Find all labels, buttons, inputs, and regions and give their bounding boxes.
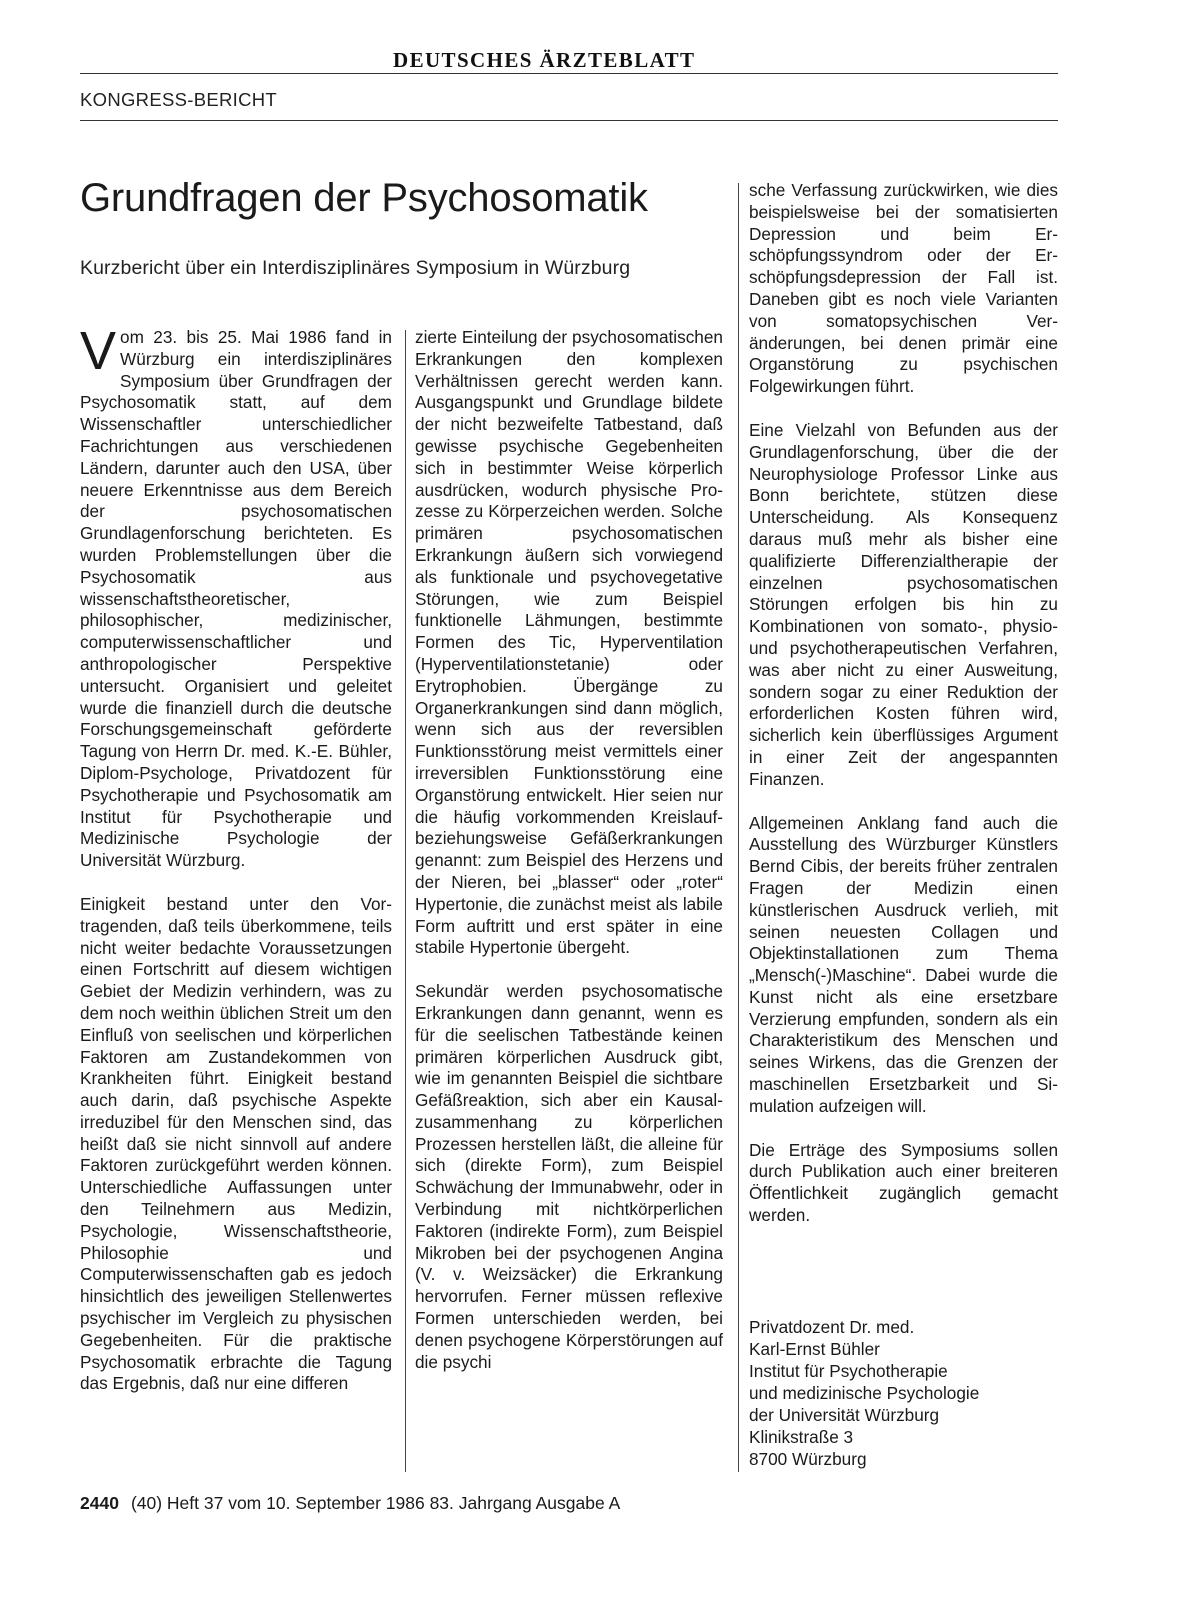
column-divider-2	[738, 183, 739, 1472]
section-label: KONGRESS-BERICHT	[80, 89, 278, 110]
author-line: Privatdozent Dr. med.	[749, 1317, 915, 1337]
drop-cap: V	[80, 321, 117, 381]
article-title: Grundfragen der Psychosomatik	[80, 176, 648, 220]
paragraph: Die Erträge des Symposiums sollen durch Publikation auch einer breiteren Öffentlichkeit zugänglich gemacht werden.	[749, 1139, 1058, 1226]
column-divider-1	[405, 330, 406, 1472]
author-line: Klinikstraße 3	[749, 1427, 854, 1447]
article-subtitle: Kurzbericht über ein Interdisziplinäres Symposium in Würzburg	[80, 257, 631, 279]
column-3	[749, 180, 1058, 1227]
paragraph-text: om 23. bis 25. Mai 1986 fand in Würzburg ein interdisziplinäres Symposium über Grundfragen der Psychosomatik statt, auf dem Wissenschaftler unterschiedlicher Fachrichtungen aus verschiedenen Ländern, darunter auch den USA, über neuere Erkenntnisse aus dem Bereich der psychosomatischen Grundlagenforschung berichteten. Es wurden Problemstellungen über die Psychosomatik aus wissenschaftstheoretischer, philosophischer, medizinischer, computerwissenschaftlicher und anthropologischer Perspektive untersucht. Organisiert und geleitet wurde die finanziell durch die deutsche Forschungsgemeinschaft geförderte Tagung von Herrn Dr. med. K.-E. Bühler, Diplom-Psychologe, Privatdozent für Psychotherapie und Psychosomatik am Institut für Psychotherapie und Medizinische Psychologie der Universität Würzburg.	[80, 327, 392, 871]
header-rule-bottom	[80, 120, 1058, 121]
paragraph: Eine Vielzahl von Befunden aus der Grundlagenforschung, über die der Neurophysiologe Professor Linke aus Bonn berichtete, stützen diese Unterscheidung. Als Konsequenz daraus muß mehr als bisher eine qualifizierte Differenzialtherapie der einzelnen psychosomatischen Störungen erfolgen bis hin zu Kombinationen von somato-, physio- und psychotherapeutischen Verfahren, was aber nicht zu einer Ausweitung, sondern sogar zu einer Reduktion der erforderlichen Kosten führen wird, sicherlich kein überflüssiges Argument in einer Zeit der angespannten Finanzen.	[749, 419, 1058, 789]
paragraph: Einigkeit bestand unter den Vortragenden, daß teils überkommene, teils nicht weiter bedachte Voraussetzungen einen Fortschritt auf diesem wichtigen Gebiet der Medizin verhindern, was zu dem noch weithin üblichen Streit um den Einfluß von seelischen und körperlichen Faktoren am Zustandekommen von Krankheiten führt. Einigkeit bestand auch darin, daß psychische Aspekte irreduzibel für den Menschen sind, das heißt daß sie nicht sinnvoll auf andere Faktoren zurückgeführt werden können. Unterschiedliche Auffassungen unter den Teilnehmern aus Medizin, Psychologie, Wissenschaftstheorie, Philosophie und Computerwissenschaften gab es jedoch hinsichtlich des jeweiligen Stellenwertes psychischer im Vergleich zu physischen Gegebenheiten. Für die praktische Psychosomatik erbrachte die Tagung das Ergebnis, daß nur eine differen	[80, 893, 392, 1394]
page-footer	[80, 1493, 620, 1514]
issue-info: (40) Heft 37 vom 10. September 1986 83. Jahrgang Ausgabe A	[130, 1493, 621, 1513]
paragraph: Allgemeinen Anklang fand auch die Ausstellung des Würzburger Künstlers Bernd Cibis, der bereits früher zentralen Fragen der Medizin einen künstlerischen Ausdruck verlieh, mit seinen neuesten Collagen und Objektinstallationen zum Thema „Mensch(-)Maschine“. Dabei wurde die Kunst nicht als eine ersetzbare Verzierung empfunden, sondern als ein Charakteristikum des Menschen und seines Wirkens, das die Grenzen der maschinellen Ersetzbarkeit und Simulation aufzeigen will.	[749, 812, 1058, 1116]
paragraph: zierte Einteilung der psychosomatischen Erkrankungen den komplexen Verhältnissen gerecht werden kann. Ausgangspunkt und Grundlage bildete der nicht bezweifelte Tatbestand, daß gewisse psychische Gegebenheiten sich in bestimmter Weise körperlich ausdrücken, wodurch physische Prozesse zu Körperzeichen werden. Solche primären psychosomatischen Erkrankungn äußern sich vorwiegend als funktionale und psychovegetative Störungen, wie zum Beispiel funktionelle Lähmungen, bestimmte Formen des Tic, Hyperventilation (Hyperventilationstetanie) oder Erytrophobien. Übergänge zu Organerkrankungen sind dann möglich, wenn sich aus der reversiblen Funktionsstörung meist vermittels einer irreversiblen Funktionsstörung eine Organstörung entwickelt. Hier seien nur die häufig vorkommenden Kreislauf- beziehungsweise Gefäßerkrankungen genannt: zum Beispiel des Herzens und der Nieren, bei „blasser“ oder „roter“ Hypertonie, die zunächst meist als labile Form auftritt und erst später in eine stabile Hypertonie übergeht.	[415, 327, 723, 958]
author-address	[749, 1316, 979, 1470]
column-2	[415, 327, 723, 1373]
author-line: und medizinische Psychologie	[749, 1383, 980, 1403]
page-number: 2440	[80, 1493, 119, 1513]
paragraph	[80, 321, 392, 872]
author-line: 8700 Würzburg	[749, 1449, 867, 1469]
author-line: Karl-Ernst Bühler	[749, 1339, 880, 1359]
paragraph: Sekundär werden psychosomatische Erkrankungen dann genannt, wenn es für die seelischen Tatbestände keinen primären körperlichen Ausdruck gibt, wie im genannten Beispiel die sichtbare Gefäßreaktion, sich aber ein Kausalzusammenhang zu körperlichen Prozessen herstellen läßt, die alleine für sich (direkte Form), zum Beispiel Schwächung der Immunabwehr, oder in Verbindung mit nichtkörperlichen Faktoren (indirekte Form), zum Beispiel Mikroben bei der psychogenen Angina (V. v. Weizsäcker) die Erkrankung hervorrufen. Ferner müssen reflexive Formen unterschieden werden, bei denen psychogene Körperstörungen auf die psychi	[415, 981, 723, 1372]
author-line: Institut für Psychotherapie	[749, 1361, 948, 1381]
masthead: DEUTSCHES ÄRZTEBLATT	[393, 48, 696, 72]
header-rule-top	[80, 73, 1058, 74]
column-1	[80, 321, 392, 1395]
paragraph: sche Verfassung zurückwirken, wie dies beispielsweise bei der somatisierten Depression und beim Erschöpfungssyndrom oder der Erschöpfungsdepression der Fall ist. Daneben gibt es noch viele Varianten von somatopsychischen Veränderungen, bei denen primär eine Organstörung zu psychischen Folgewirkungen führt.	[749, 180, 1058, 397]
author-line: der Universität Würzburg	[749, 1405, 940, 1425]
